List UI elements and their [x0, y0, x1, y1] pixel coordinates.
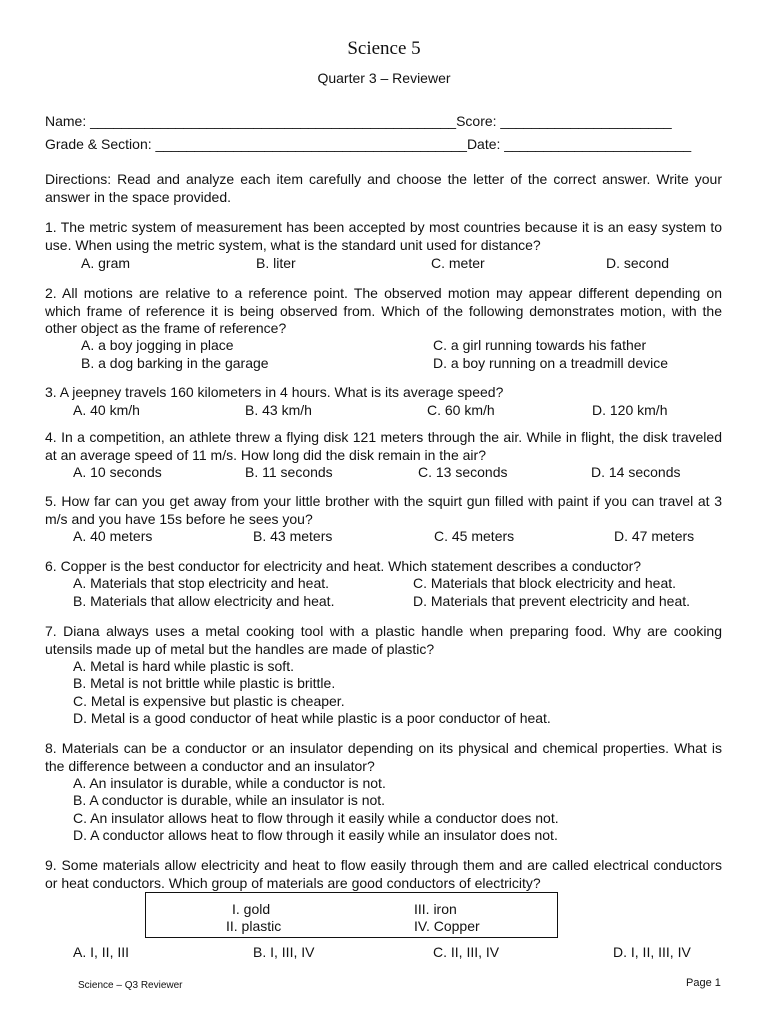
question-3-text: 3. A jeepney travels 160 kilometers in 4 hours. What is its average speed? — [45, 384, 504, 400]
question-2-text: 2. All motions are relative to a reference point. The observed motion may appear different depending on which frame of reference it is being observed from. Which of the following demonstrates motion, with the other object as the frame of reference? — [45, 285, 722, 336]
question-2-option-d: D. a boy running on a treadmill device — [433, 355, 669, 371]
question-9-box-item-4: IV. Copper — [414, 918, 480, 934]
question-3-option-d: D. 120 km/h — [592, 402, 668, 418]
question-9-option-b: B. I, III, IV — [253, 944, 315, 960]
question-9-option-a: A. I, II, III — [73, 944, 130, 960]
question-9-box-item-3: III. iron — [414, 901, 457, 917]
question-4-option-d: D. 14 seconds — [591, 464, 681, 480]
question-5-text: 5. How far can you get away from your little brother with the squirt gun filled with paint if you can travel at 3 m/s and you have 15s before he sees you? — [45, 493, 722, 527]
question-8-option-d: D. A conductor allows heat to flow through it easily while an insulator does not. — [73, 827, 558, 843]
question-9-option-c: C. II, III, IV — [433, 944, 500, 960]
question-9-text: 9. Some materials allow electricity and heat to flow easily through them and are called electrical conductors or heat conductors. Which group of materials are good conductors of electricity? — [45, 857, 722, 891]
page-subtitle: Quarter 3 – Reviewer — [317, 70, 451, 86]
question-2-option-b: B. a dog barking in the garage — [81, 355, 269, 371]
question-7-option-b: B. Metal is not brittle while plastic is brittle. — [73, 675, 336, 691]
question-6-option-d: D. Materials that prevent electricity and heat. — [413, 593, 691, 609]
question-5-option-a: A. 40 meters — [73, 528, 153, 544]
question-6-option-c: C. Materials that block electricity and heat. — [413, 575, 677, 591]
question-7-option-a: A. Metal is hard while plastic is soft. — [73, 658, 294, 674]
question-2-option-a: A. a boy jogging in place — [81, 337, 234, 353]
question-1-option-a: A. gram — [81, 255, 131, 271]
page-title: Science 5 — [347, 38, 421, 59]
question-8-option-a: A. An insulator is durable, while a conductor is not. — [73, 775, 386, 791]
grade-date-line: Grade & Section: ________________________________________Date: ________________________ — [45, 136, 692, 152]
question-6-option-b: B. Materials that allow electricity and heat. — [73, 593, 335, 609]
question-3-option-b: B. 43 km/h — [245, 402, 312, 418]
question-3-option-c: C. 60 km/h — [427, 402, 495, 418]
question-4-text: 4. In a competition, an athlete threw a flying disk 121 meters through the air. While in flight, the disk traveled at an average speed of 11 m/s. How long did the disk remain in the air? — [45, 429, 722, 463]
question-4-option-a: A. 10 seconds — [73, 464, 162, 480]
question-7-option-d: D. Metal is a good conductor of heat while plastic is a poor conductor of heat. — [73, 710, 551, 726]
question-8-option-b: B. A conductor is durable, while an insulator is not. — [73, 792, 386, 808]
question-3-option-a: A. 40 km/h — [73, 402, 140, 418]
directions-text: Directions: Read and analyze each item carefully and choose the letter of the correct answer. Write your answer in the space provided. — [45, 171, 722, 205]
question-9-option-d: D. I, II, III, IV — [613, 944, 691, 960]
question-4-option-c: C. 13 seconds — [418, 464, 508, 480]
question-5-option-b: B. 43 meters — [253, 528, 333, 544]
question-9-choices-box — [145, 892, 558, 938]
question-1-text: 1. The metric system of measurement has been accepted by most countries because it is an easy system to use. When using the metric system, what is the standard unit used for distance? — [45, 219, 722, 253]
page-number: Page 1 — [686, 977, 721, 989]
question-6-text: 6. Copper is the best conductor for electricity and heat. Which statement describes a conductor? — [45, 558, 642, 574]
question-8-option-c: C. An insulator allows heat to flow through it easily while a conductor does not. — [73, 810, 559, 826]
question-9-box-item-2: II. plastic — [226, 918, 282, 934]
question-7-option-c: C. Metal is expensive but plastic is cheaper. — [73, 693, 345, 709]
question-6-option-a: A. Materials that stop electricity and heat. — [73, 575, 330, 591]
footer-label: Science – Q3 Reviewer — [78, 980, 183, 991]
question-2-option-c: C. a girl running towards his father — [433, 337, 647, 353]
question-4-option-b: B. 11 seconds — [245, 464, 333, 480]
name-score-line: Name: _______________________________________________Score: ______________________ — [45, 113, 672, 129]
question-1-option-d: D. second — [606, 255, 670, 271]
question-7-text: 7. Diana always uses a metal cooking tool with a plastic handle when preparing food. Why are cooking utensils made up of metal but the handles are made of plastic? — [45, 623, 722, 657]
question-1-option-c: C. meter — [431, 255, 485, 271]
question-9-box-item-1: I. gold — [232, 901, 271, 917]
question-8-text: 8. Materials can be a conductor or an insulator depending on its physical and chemical properties. What is the difference between a conductor and an insulator? — [45, 740, 722, 774]
question-5-option-d: D. 47 meters — [614, 528, 695, 544]
question-1-option-b: B. liter — [256, 255, 296, 271]
question-5-option-c: C. 45 meters — [434, 528, 515, 544]
